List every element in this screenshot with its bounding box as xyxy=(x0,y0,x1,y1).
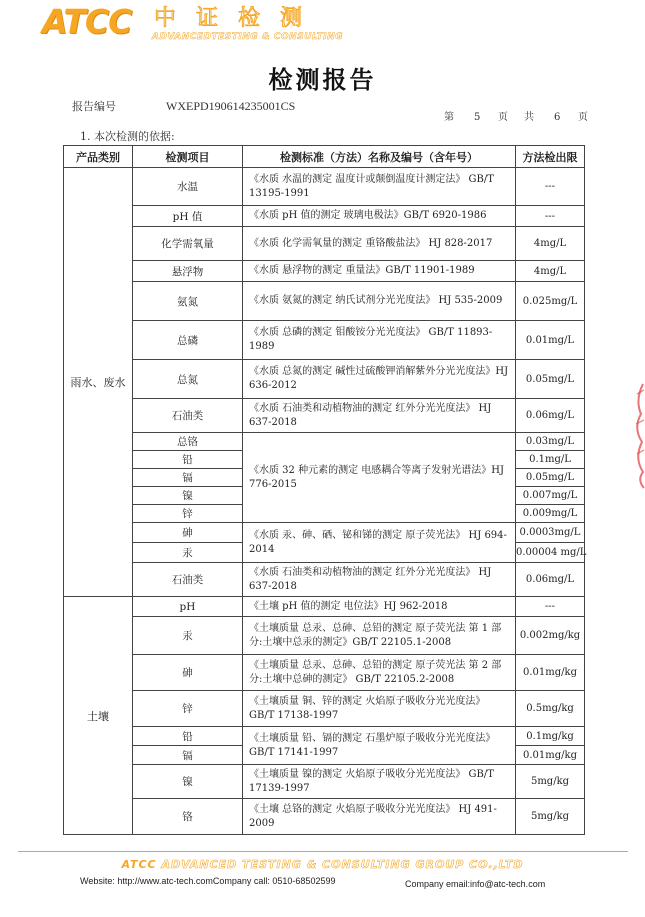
limit-cell: --- xyxy=(516,168,585,206)
table-row xyxy=(64,227,585,261)
table-row xyxy=(64,321,585,360)
limit-cell: 5mg/kg xyxy=(516,765,585,799)
header-category: 产品类别 xyxy=(64,146,133,168)
standard-cell: 《水质 化学需氧量的测定 重铬酸盐法》 HJ 828-2017 xyxy=(243,227,516,261)
table-row xyxy=(64,282,585,321)
page-current: 5 xyxy=(474,112,481,123)
page-indicator xyxy=(444,108,588,123)
standard-cell: 《水质 总磷的测定 钼酸铵分光光度法》 GB/T 11893-1989 xyxy=(243,321,516,360)
limit-cell: 0.05mg/L xyxy=(516,360,585,399)
logo-chinese-name: 中证检测 xyxy=(154,6,323,31)
page-di: 第 xyxy=(444,112,454,123)
company-logo xyxy=(42,4,342,46)
limit-cell: 0.009mg/L xyxy=(516,505,585,523)
limit-cell: 0.01mg/kg xyxy=(516,746,585,765)
footer-email: Company email:info@atc-tech.com xyxy=(405,879,546,889)
item-cell: 砷 xyxy=(133,655,243,691)
item-cell: 镉 xyxy=(133,469,243,487)
standard-cell: 《土壤质量 镍的测定 火焰原子吸收分光光度法》 GB/T 17139-1997 xyxy=(243,765,516,799)
table-row xyxy=(64,691,585,727)
test-standards-table xyxy=(63,145,585,835)
limit-cell: 0.002mg/kg xyxy=(516,617,585,655)
table-header-row xyxy=(64,146,585,168)
header-standard: 检测标准（方法）名称及编号（含年号） xyxy=(243,146,516,168)
page-ye: 页 xyxy=(498,112,508,123)
page-ye-2: 页 xyxy=(578,112,588,123)
page-gong: 共 xyxy=(524,112,534,123)
item-cell: 水温 xyxy=(133,168,243,206)
report-number: WXEPD190614235001CS xyxy=(166,99,296,113)
footer-divider xyxy=(18,851,628,852)
logo-brand: ATCC xyxy=(42,2,132,41)
limit-cell: 0.1mg/L xyxy=(516,451,585,469)
item-cell: 铬 xyxy=(133,799,243,835)
footer-brand-atcc: ATCC xyxy=(121,858,157,871)
standard-cell: 《水质 石油类和动植物油的测定 红外分光光度法》 HJ 637-2018 xyxy=(243,399,516,433)
standard-cell-merged: 《水质 32 种元素的测定 电感耦合等离子发射光谱法》HJ 776-2015 xyxy=(243,433,516,523)
table-row xyxy=(64,399,585,433)
page-title: 检测报告 xyxy=(268,66,377,94)
item-cell: 锌 xyxy=(133,691,243,727)
standard-cell-merged: 《水质 汞、砷、硒、铋和锑的测定 原子荧光法》 HJ 694-2014 xyxy=(243,523,516,563)
item-cell: 总氮 xyxy=(133,360,243,399)
footer-brand-name: ADVANCED TESTING & CONSULTING GROUP CO.,LTD xyxy=(161,858,524,871)
standard-cell: 《土壤质量 铜、锌的测定 火焰原子吸收分光光度法》 GB/T 17138-1997 xyxy=(243,691,516,727)
item-cell: 镍 xyxy=(133,487,243,505)
table-row xyxy=(64,433,585,451)
table-row xyxy=(64,206,585,227)
limit-cell: 4mg/L xyxy=(516,227,585,261)
item-cell: 悬浮物 xyxy=(133,261,243,282)
item-cell: 镍 xyxy=(133,765,243,799)
page-total: 6 xyxy=(554,112,561,123)
item-cell: 铅 xyxy=(133,727,243,746)
limit-cell: 0.1mg/kg xyxy=(516,727,585,746)
category-soil: 土壤 xyxy=(64,597,133,835)
table-row xyxy=(64,360,585,399)
limit-cell: 4mg/L xyxy=(516,261,585,282)
limit-cell: 0.01mg/kg xyxy=(516,655,585,691)
limit-cell: 0.007mg/L xyxy=(516,487,585,505)
standard-cell: 《水质 总氮的测定 碱性过硫酸钾消解紫外分光光度法》HJ 636-2012 xyxy=(243,360,516,399)
standard-cell: 《水质 氨氮的测定 纳氏试剂分光光度法》 HJ 535-2009 xyxy=(243,282,516,321)
item-cell: 汞 xyxy=(133,543,243,563)
standard-cell: 《水质 水温的测定 温度计或颠倒温度计测定法》 GB/T 13195-1991 xyxy=(243,168,516,206)
limit-cell: --- xyxy=(516,597,585,617)
standard-cell: 《土壤质量 总汞、总砷、总铅的测定 原子荧光法 第 1 部分:土壤中总汞的测定》GB/T 22105.1-2008 xyxy=(243,617,516,655)
table-row xyxy=(64,523,585,543)
limit-cell: 0.06mg/L xyxy=(516,563,585,597)
item-cell: 总铬 xyxy=(133,433,243,451)
item-cell: 砷 xyxy=(133,523,243,543)
limit-cell: 0.0003mg/L xyxy=(516,523,585,543)
limit-cell: 0.5mg/kg xyxy=(516,691,585,727)
limit-cell: 0.01mg/L xyxy=(516,321,585,360)
standard-cell-merged: 《土壤质量 铅、镉的测定 石墨炉原子吸收分光光度法》GB/T 17141-1997 xyxy=(243,727,516,765)
item-cell: 氨氮 xyxy=(133,282,243,321)
item-cell: 石油类 xyxy=(133,563,243,597)
header-item: 检测项目 xyxy=(133,146,243,168)
item-cell: 总磷 xyxy=(133,321,243,360)
table-row xyxy=(64,563,585,597)
logo-english-name: ADVANCEDTESTING & CONSULTING xyxy=(152,32,344,42)
table-row xyxy=(64,597,585,617)
basis-heading: 1. 本次检测的依据: xyxy=(80,130,175,143)
table-row xyxy=(64,261,585,282)
footer-brand xyxy=(0,858,645,871)
standard-cell: 《水质 pH 值的测定 玻璃电极法》GB/T 6920-1986 xyxy=(243,206,516,227)
table-row xyxy=(64,799,585,835)
report-number-label: 报告编号 xyxy=(72,100,116,113)
standard-cell: 《水质 悬浮物的测定 重量法》GB/T 11901-1989 xyxy=(243,261,516,282)
table-row xyxy=(64,727,585,746)
limit-cell: 0.00004 mg/L xyxy=(516,543,585,563)
limit-cell: 0.03mg/L xyxy=(516,433,585,451)
limit-cell: 5mg/kg xyxy=(516,799,585,835)
limit-cell: --- xyxy=(516,206,585,227)
header-limit: 方法检出限 xyxy=(516,146,585,168)
limit-cell: 0.05mg/L xyxy=(516,469,585,487)
item-cell: 化学需氧量 xyxy=(133,227,243,261)
table-row xyxy=(64,655,585,691)
standard-cell: 《土壤 pH 值的测定 电位法》HJ 962-2018 xyxy=(243,597,516,617)
item-cell: 汞 xyxy=(133,617,243,655)
item-cell: 铅 xyxy=(133,451,243,469)
table-row xyxy=(64,765,585,799)
table-row xyxy=(64,617,585,655)
table-row xyxy=(64,168,585,206)
standard-cell: 《水质 石油类和动植物油的测定 红外分光光度法》 HJ 637-2018 xyxy=(243,563,516,597)
item-cell: 锌 xyxy=(133,505,243,523)
footer-website: Website: http://www.atc-tech.comCompany call: 0510-68502599 xyxy=(80,876,336,886)
category-water: 雨水、废水 xyxy=(64,168,133,597)
standard-cell: 《土壤 总铬的测定 火焰原子吸收分光光度法》 HJ 491-2009 xyxy=(243,799,516,835)
limit-cell: 0.025mg/L xyxy=(516,282,585,321)
standard-cell: 《土壤质量 总汞、总砷、总铅的测定 原子荧光法 第 2 部分:土壤中总砷的测定》 GB/T 22105.2-2008 xyxy=(243,655,516,691)
item-cell: 石油类 xyxy=(133,399,243,433)
seal-stamp-fragment xyxy=(631,380,645,490)
item-cell: 镉 xyxy=(133,746,243,765)
limit-cell: 0.06mg/L xyxy=(516,399,585,433)
item-cell: pH xyxy=(133,597,243,617)
item-cell: pH 值 xyxy=(133,206,243,227)
